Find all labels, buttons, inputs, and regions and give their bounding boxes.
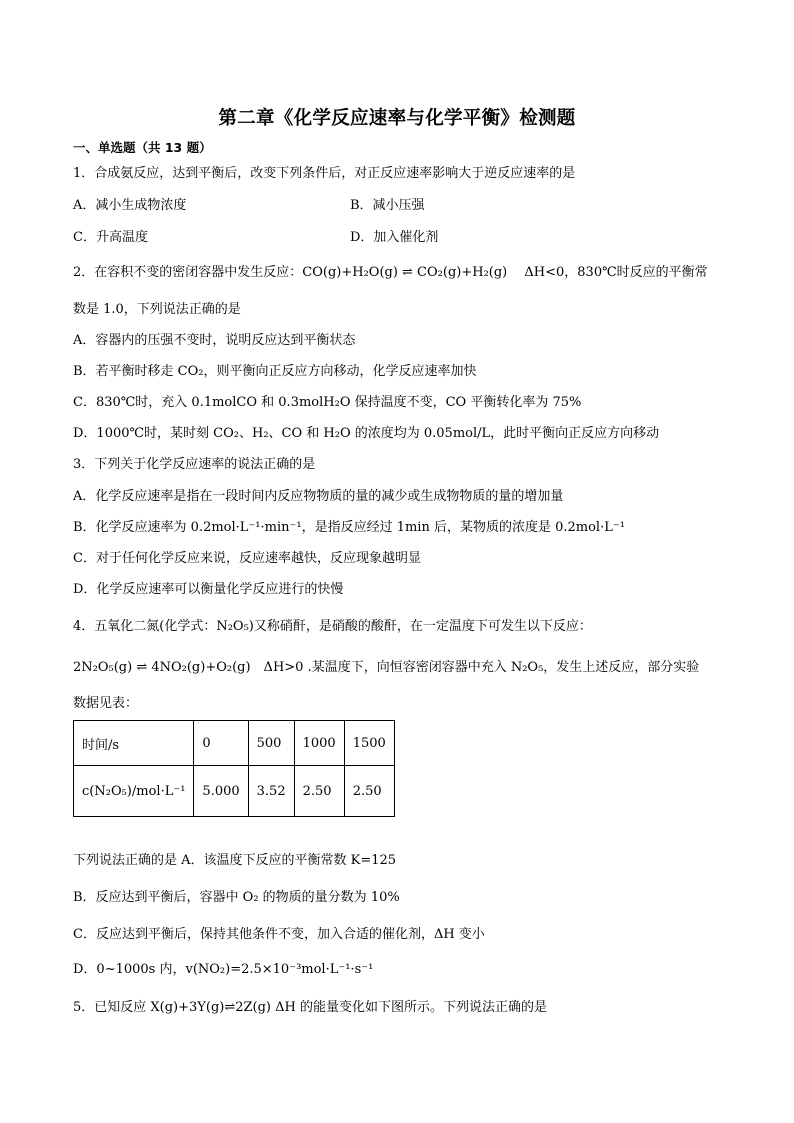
table-header-row xyxy=(74,721,395,766)
table-cell: 0 xyxy=(194,721,248,766)
q2-option-c: C．830℃时，充入 0.1molCO 和 0.3molH₂O 保持温度不变，CO 平衡转化率为 75% xyxy=(73,395,582,410)
q2-option-d: D．1000℃时，某时刻 CO₂、H₂、CO 和 H₂O 的浓度均为 0.05mol/L，此时平衡向正反应方向移动 xyxy=(73,426,660,441)
q1-option-b: B．减小压强 xyxy=(350,198,425,213)
q4-option-c: C．反应达到平衡后，保持其他条件不变，加入合适的催化剂，ΔH 变小 xyxy=(73,927,485,942)
q2-option-b: B．若平衡时移走 CO₂，则平衡向正反应方向移动，化学反应速率加快 xyxy=(73,364,477,379)
table-cell: 5.000 xyxy=(194,766,248,817)
q4-option-a: 下列说法正确的是 A．该温度下反应的平衡常数 K=125 xyxy=(73,853,397,868)
q5-stem: 5．已知反应 X(g)+3Y(g)⇌2Z(g) ΔH 的能量变化如下图所示。下列说法正确的是 xyxy=(73,1000,547,1015)
table-cell: 500 xyxy=(248,721,294,766)
q1-option-c: C．升高温度 xyxy=(73,230,148,245)
q3-option-b: B．化学反应速率为 0.2mol·L⁻¹·min⁻¹，是指反应经过 1min 后，某物质的浓度是 0.2mol·L⁻¹ xyxy=(73,520,625,535)
table-cell: 3.52 xyxy=(248,766,294,817)
q1-stem: 1．合成氨反应，达到平衡后，改变下列条件后，对正反应速率影响大于逆反应速率的是 xyxy=(73,166,576,181)
q3-option-a: A．化学反应速率是指在一段时间内反应物物质的量的减少或生成物物质的量的增加量 xyxy=(73,489,564,504)
q4-stem-line2: 2N₂O₅(g) ⇌ 4NO₂(g)+O₂(g) ΔH>0 .某温度下，向恒容密闭容器中充入 N₂O₅，发生上述反应，部分实验 xyxy=(73,660,700,675)
q1-option-a: A．减小生成物浓度 xyxy=(73,198,187,213)
q4-stem-line1: 4．五氧化二氮(化学式：N₂O₅)又称硝酐，是硝酸的酸酐，在一定温度下可发生以下反应： xyxy=(73,619,592,634)
table-cell: 2.50 xyxy=(344,766,394,817)
table-cell: 1000 xyxy=(294,721,344,766)
table-cell: 2.50 xyxy=(294,766,344,817)
q2-stem-line1: 2．在容积不变的密闭容器中发生反应：CO(g)+H₂O(g) ⇌ CO₂(g)+H₂(g) ΔH<0，830℃时反应的平衡常 xyxy=(73,265,708,280)
section-heading: 一、单选题（共 13 题） xyxy=(73,140,212,155)
q3-option-c: C．对于任何化学反应来说，反应速率越快，反应现象越明显 xyxy=(73,551,421,566)
q3-option-d: D．化学反应速率可以衡量化学反应进行的快慢 xyxy=(73,582,344,597)
table-cell: 时间/s xyxy=(74,721,194,766)
q1-option-d: D．加入催化剂 xyxy=(350,230,439,245)
q4-data-table xyxy=(73,720,395,817)
page-title: 第二章《化学反应速率与化学平衡》检测题 xyxy=(218,108,576,129)
table-row xyxy=(74,766,395,817)
q4-option-d: D．0~1000s 内，v(NO₂)=2.5×10⁻³mol·L⁻¹·s⁻¹ xyxy=(73,962,374,977)
q3-stem: 3．下列关于化学反应速率的说法正确的是 xyxy=(73,457,316,472)
q2-stem-line2: 数是 1.0，下列说法正确的是 xyxy=(73,302,241,317)
q4-option-b: B．反应达到平衡后，容器中 O₂ 的物质的量分数为 10% xyxy=(73,890,400,905)
table-cell: 1500 xyxy=(344,721,394,766)
q2-option-a: A．容器内的压强不变时，说明反应达到平衡状态 xyxy=(73,333,356,348)
q4-stem-line3: 数据见表： xyxy=(73,696,139,711)
table-cell: c(N₂O₅)/mol·L⁻¹ xyxy=(74,766,194,817)
